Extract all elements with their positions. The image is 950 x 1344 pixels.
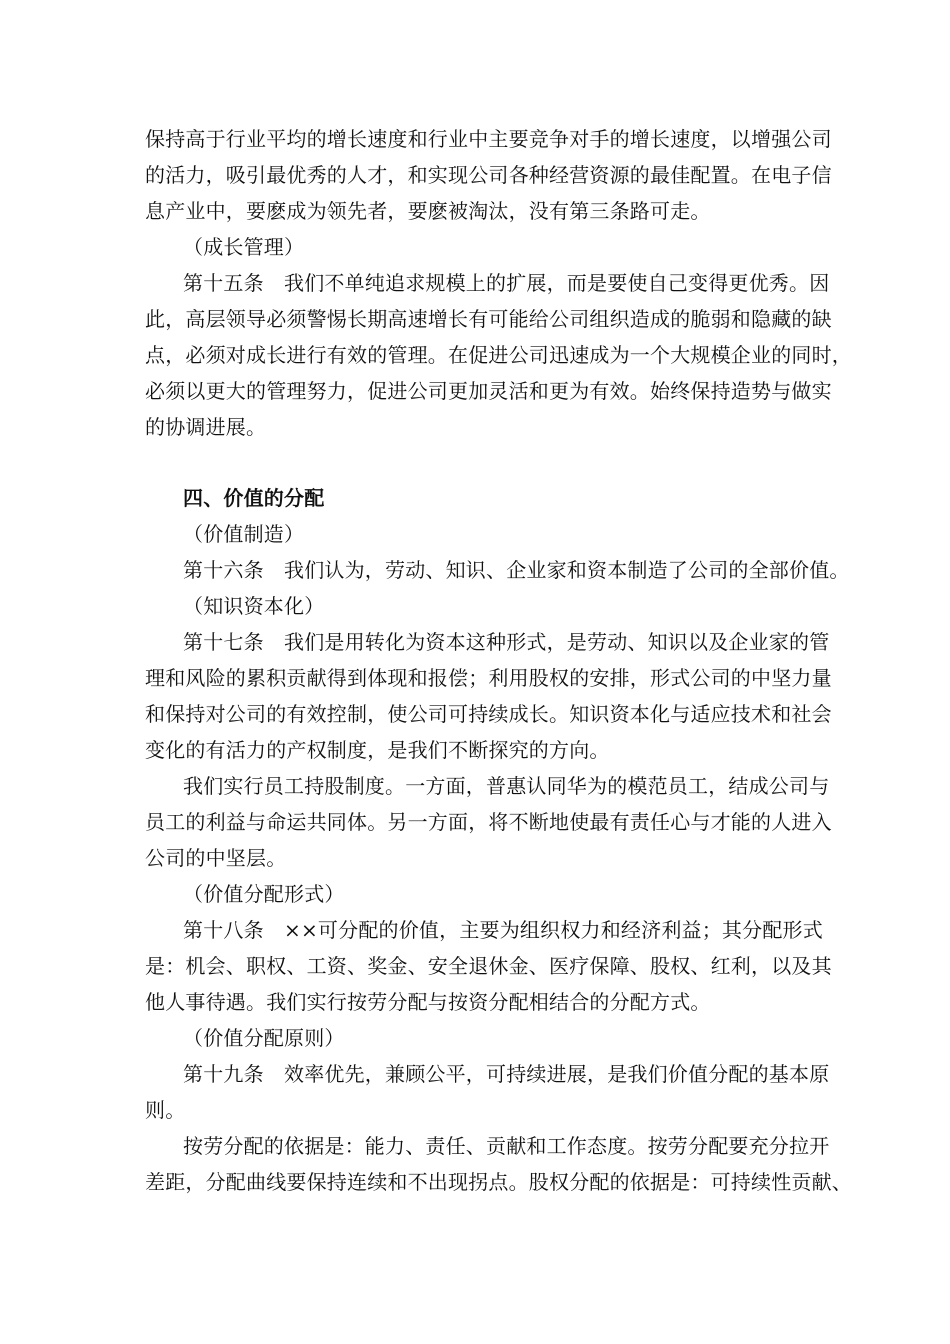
text-line: 点，必须对成长进行有效的管理。在促进公司迅速成为一个大规模企业的同时， (145, 343, 852, 367)
text-line: 他人事待遇。我们实行按劳分配与按资分配相结合的分配方式。 (145, 990, 711, 1014)
text-line: 必须以更大的管理努力，促进公司更加灵活和更为有效。始终保持造势与做实 (145, 379, 832, 403)
text-line: 的协调进展。 (145, 415, 267, 439)
article-line: 第十六条 我们认为，劳动、知识、企业家和资本制造了公司的全部价值。 (183, 558, 850, 582)
section-subheading: （价值分配形式） (183, 882, 345, 906)
section-subheading: （成长管理） (183, 235, 305, 259)
text-line: 和保持对公司的有效控制，使公司可持续成长。知识资本化与适应技术和社会 (145, 702, 832, 726)
article-line: 第十七条 我们是用转化为资本这种形式，是劳动、知识以及企业家的管 (183, 630, 830, 654)
text-line: 此，高层领导必须警惕长期高速增长有可能给公司组织造成的脆弱和隐藏的缺 (145, 307, 832, 331)
text-line: 差距，分配曲线要保持连续和不出现拐点。股权分配的依据是：可持续性贡献、 (145, 1170, 852, 1194)
section-subheading: （价值制造） (183, 522, 305, 546)
text-line: 理和风险的累积贡献得到体现和报偿；利用股权的安排，形式公司的中坚力量 (145, 666, 832, 690)
text-line: 的活力，吸引最优秀的人才，和实现公司各种经营资源的最佳配置。在电子信 (145, 163, 832, 187)
section-subheading: （知识资本化） (183, 594, 325, 618)
text-line: 员工的利益与命运共同体。另一方面，将不断地使最有责任心与才能的人进入 (145, 810, 832, 834)
chapter-heading: 四、价值的分配 (183, 486, 325, 510)
text-line: 保持高于行业平均的增长速度和行业中主要竞争对手的增长速度，以增强公司 (145, 127, 832, 151)
article-line: 第十九条 效率优先，兼顾公平，可持续进展，是我们价值分配的基本原 (183, 1062, 830, 1086)
paragraph-line: 按劳分配的依据是：能力、责任、贡献和工作态度。按劳分配要充分拉开 (183, 1134, 830, 1158)
article-line: 第十五条 我们不单纯追求规模上的扩展，而是要使自己变得更优秀。因 (183, 271, 830, 295)
text-line: 是：机会、职权、工资、奖金、安全退休金、医疗保障、股权、红利，以及其 (145, 954, 832, 978)
paragraph-line: 我们实行员工持股制度。一方面，普惠认同华为的模范员工，结成公司与 (183, 774, 830, 798)
article-line: 第十八条 ××可分配的价值，主要为组织权力和经济利益；其分配形式 (183, 918, 823, 942)
text-line: 息产业中，要麽成为领先者，要麽被淘汰，没有第三条路可走。 (145, 199, 711, 223)
text-line: 公司的中坚层。 (145, 846, 287, 870)
section-subheading: （价值分配原则） (183, 1026, 345, 1050)
text-line: 变化的有活力的产权制度，是我们不断探究的方向。 (145, 738, 610, 762)
text-line: 则。 (145, 1098, 186, 1122)
